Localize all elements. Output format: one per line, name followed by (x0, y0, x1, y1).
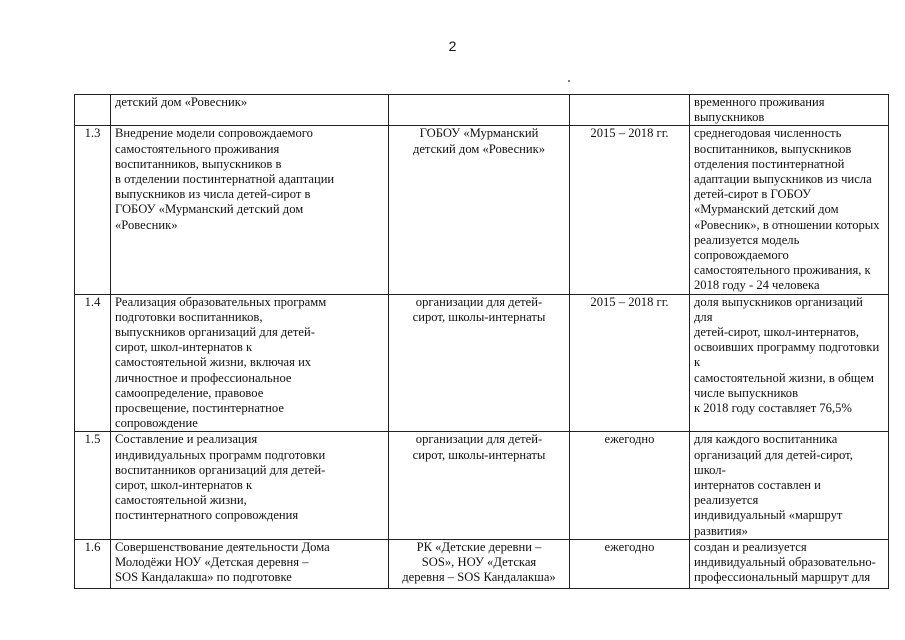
activity-cell: Реализация образовательных программ подготовки воспитанников, выпускников организаций для детей- сирот, школ-интернатов к самостоятельной жизни, включая их личностное и профессиональное самоопределение, правовое просвещение, постинтернатное сопровождение (111, 294, 389, 432)
executor-cell: ГОБОУ «Мурманский детский дом «Ровесник» (389, 126, 570, 294)
term-cell (570, 95, 690, 126)
row-number: 1.5 (75, 432, 111, 539)
table-row (75, 126, 889, 294)
row-number: 1.4 (75, 294, 111, 432)
term-cell: ежегодно (570, 432, 690, 539)
table-row (75, 294, 889, 432)
indicator-cell: среднегодовая численность воспитанников, выпускников отделения постинтернатной адаптации выпускников из числа детей-сирот в ГОБОУ «Мурманский детский дом «Ровесник», в отношении которых реализуется модель сопровождаемого самостоятельного проживания, к 2018 году - 24 человека (690, 126, 889, 294)
row-number: 1.3 (75, 126, 111, 294)
plan-table (74, 94, 889, 589)
term-cell: 2015 – 2018 гг. (570, 126, 690, 294)
executor-cell (389, 95, 570, 126)
table-row (75, 95, 889, 126)
executor-cell: РК «Детские деревни – SOS», НОУ «Детская деревня – SOS Кандалакша» (389, 539, 570, 588)
indicator-cell: для каждого воспитанника организаций для детей-сирот, школ- интернатов составлен и реализуется индивидуальный «маршрут развития» (690, 432, 889, 539)
activity-cell: детский дом «Ровесник» (111, 95, 389, 126)
activity-cell: Совершенствование деятельности Дома Молодёжи НОУ «Детская деревня – SOS Кандалакша» по подготовке (111, 539, 389, 588)
activity-cell: Внедрение модели сопровождаемого самостоятельного проживания воспитанников, выпускников в в отделении постинтернатной адаптации выпускников из числа детей-сирот в ГОБОУ «Мурманский детский дом «Ровесник» (111, 126, 389, 294)
executor-cell: организации для детей- сирот, школы-интернаты (389, 432, 570, 539)
term-cell: 2015 – 2018 гг. (570, 294, 690, 432)
row-number: 1.6 (75, 539, 111, 588)
page-number: 2 (448, 38, 457, 54)
indicator-cell: временного проживания выпускников (690, 95, 889, 126)
indicator-cell: создан и реализуется индивидуальный образовательно- профессиональный маршрут для (690, 539, 889, 588)
term-cell: ежегодно (570, 539, 690, 588)
scan-dot (568, 80, 570, 82)
table-row (75, 539, 889, 588)
executor-cell: организации для детей- сирот, школы-интернаты (389, 294, 570, 432)
table-row (75, 432, 889, 539)
activity-cell: Составление и реализация индивидуальных программ подготовки воспитанников организаций для детей- сирот, школ-интернатов к самостоятельной жизни, постинтернатного сопровождения (111, 432, 389, 539)
indicator-cell: доля выпускников организаций для детей-сирот, школ-интернатов, освоивших программу подготовки к самостоятельной жизни, в общем числе выпускников к 2018 году составляет 76,5% (690, 294, 889, 432)
row-number (75, 95, 111, 126)
